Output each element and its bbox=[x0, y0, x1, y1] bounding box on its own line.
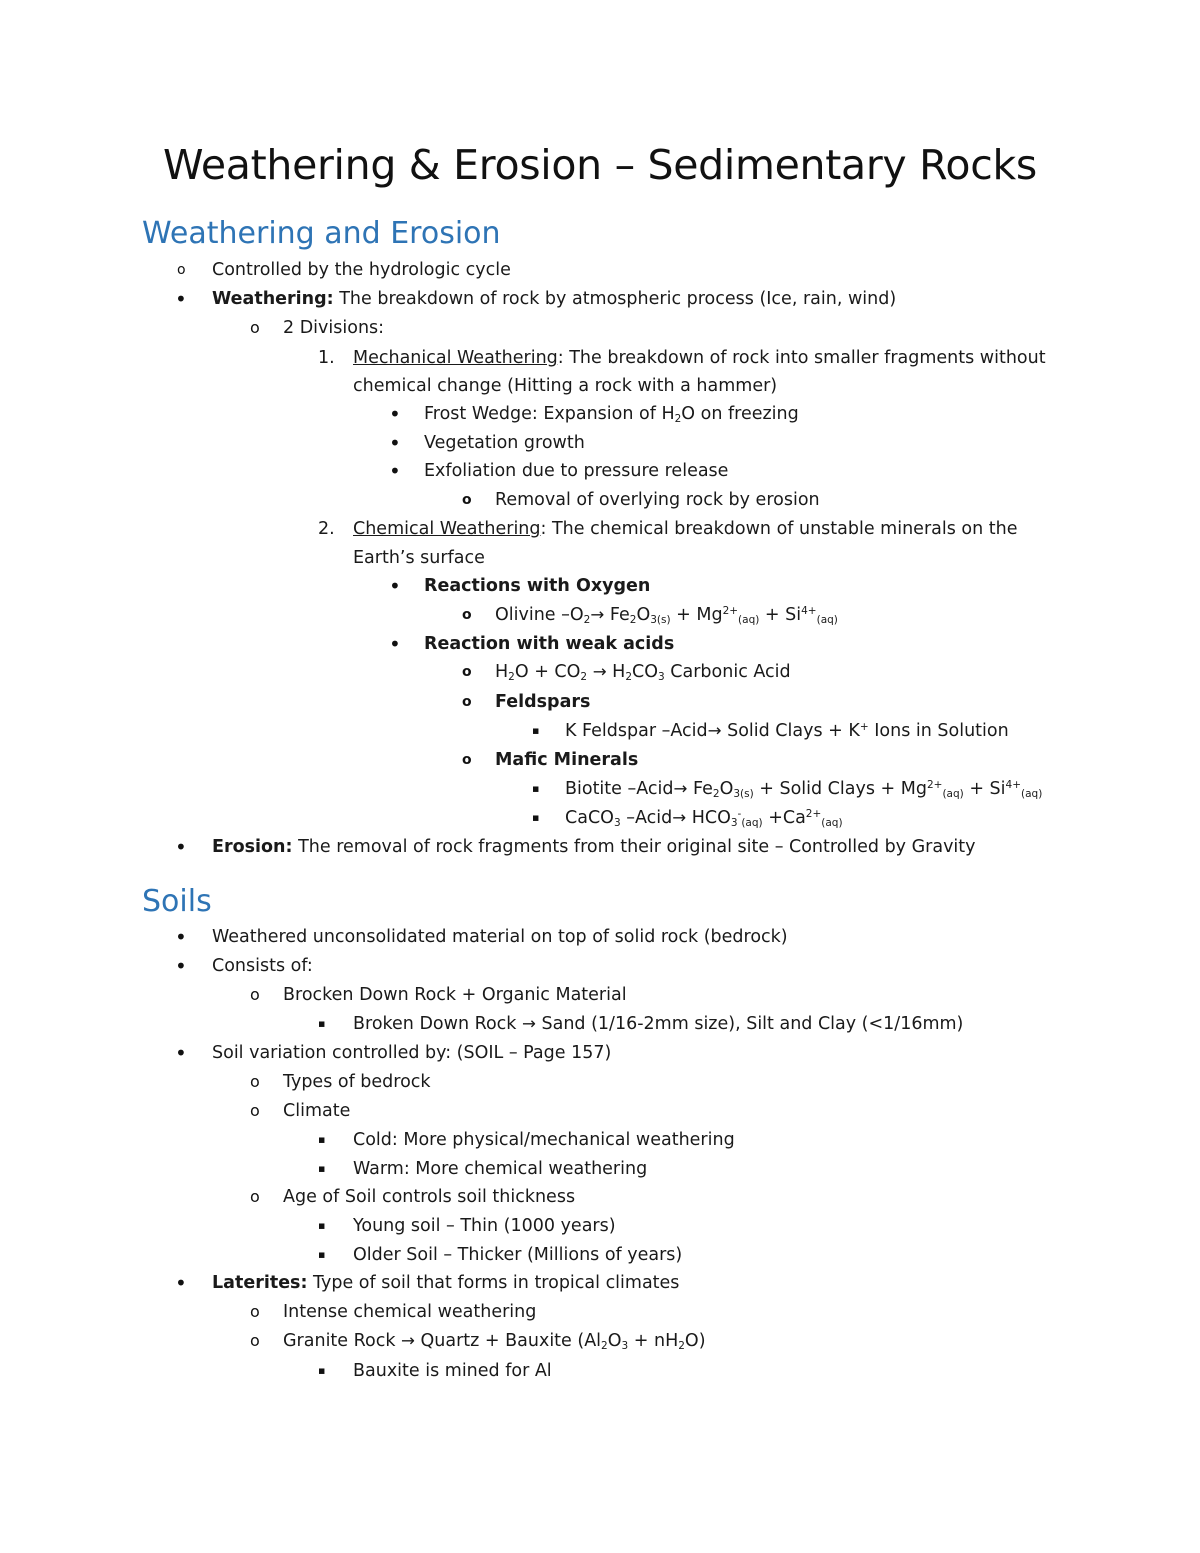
circle-marker-icon: o bbox=[462, 664, 472, 680]
bullet-marker-icon: • bbox=[175, 1271, 187, 1295]
list-item-text: Bauxite is mined for Al bbox=[353, 1361, 552, 1381]
circle-marker-icon: o bbox=[250, 1187, 260, 1206]
equation-text: Olivine $-O_2\to Fe_2O_{3(s)} + Mg^{2+}_{(aq)} + Si^{4+}_{(aq)}$ bbox=[495, 605, 838, 627]
list-item-text: Broken Down Rock → Sand (1/16-2mm size), Silt and Clay (<1/16mm) bbox=[353, 1014, 964, 1034]
arrow-icon: → bbox=[707, 721, 722, 740]
bullet-marker-icon: • bbox=[175, 835, 187, 859]
bullet-marker-icon: • bbox=[389, 632, 401, 656]
arrow-icon: → bbox=[672, 808, 687, 827]
list-item-text: Granite Rock → Quartz + Bauxite $(Al_2O_3 + nH_2O)$ bbox=[283, 1331, 706, 1353]
square-marker-icon: ▪ bbox=[318, 1017, 326, 1030]
list-item-text: Soil variation controlled by: (SOIL – Page 157) bbox=[212, 1043, 612, 1063]
list-item-text: Feldspars bbox=[495, 692, 591, 712]
list-item-text: Reaction with weak acids bbox=[424, 634, 675, 654]
list-item-text: Controlled by the hydrologic cycle bbox=[212, 260, 511, 280]
circle-marker-icon: o bbox=[250, 1072, 260, 1091]
circle-marker-icon: o bbox=[250, 1302, 260, 1321]
arrow-icon: → bbox=[592, 662, 607, 681]
list-item-text: Frost Wedge: Expansion of $H_2O$ on freezing bbox=[424, 404, 799, 426]
list-number: 2. bbox=[318, 519, 335, 539]
list-item-text: Exfoliation due to pressure release bbox=[424, 461, 729, 481]
equation-text: Biotite –Acid→ $Fe_2O_{3(s)}$ + Solid Clays + $Mg^{2+}_{(aq)} + Si^{4+}_{(aq)}$ bbox=[565, 779, 1043, 801]
list-item-text: Warm: More chemical weathering bbox=[353, 1159, 648, 1179]
list-item-text: Weathering: The breakdown of rock by atmospheric process (Ice, rain, wind) bbox=[212, 289, 897, 309]
circle-marker-icon: o bbox=[250, 1331, 260, 1350]
list-item-text: Earth’s surface bbox=[353, 548, 485, 568]
equation-text: $H_2O + CO_2 \to H_2CO_3$ Carbonic Acid bbox=[495, 662, 791, 684]
square-marker-icon: ▪ bbox=[318, 1248, 326, 1261]
page-title: Weathering & Erosion – Sedimentary Rocks bbox=[163, 141, 1037, 189]
circle-marker-icon: o bbox=[250, 1101, 260, 1120]
arrow-icon: → bbox=[590, 605, 605, 624]
square-marker-icon: ▪ bbox=[318, 1133, 326, 1146]
bullet-marker-icon: • bbox=[175, 1041, 187, 1065]
list-item-text: Brocken Down Rock + Organic Material bbox=[283, 985, 627, 1005]
list-item-text: chemical change (Hitting a rock with a hammer) bbox=[353, 376, 778, 396]
list-item-text: Cold: More physical/mechanical weathering bbox=[353, 1130, 735, 1150]
list-item-text: Weathered unconsolidated material on top of solid rock (bedrock) bbox=[212, 927, 788, 947]
list-item-text: Laterites: Type of soil that forms in tropical climates bbox=[212, 1273, 680, 1293]
equation-text: CaCO$_3$ –Acid→ $HCO_3^-_{(aq)} +Ca^{2+}_{(aq)}$ bbox=[565, 808, 843, 830]
list-item-text: Young soil – Thin (1000 years) bbox=[353, 1216, 616, 1236]
bullet-marker-icon: • bbox=[175, 954, 187, 978]
list-item-text: Consists of: bbox=[212, 956, 313, 976]
circle-marker-icon: o bbox=[177, 262, 186, 278]
square-marker-icon: ▪ bbox=[318, 1162, 326, 1175]
list-item-text: 2 Divisions: bbox=[283, 318, 385, 338]
bullet-marker-icon: • bbox=[175, 925, 187, 949]
list-item-text: Age of Soil controls soil thickness bbox=[283, 1187, 576, 1207]
square-marker-icon: ▪ bbox=[532, 811, 540, 824]
circle-marker-icon: o bbox=[462, 492, 472, 508]
bullet-marker-icon: • bbox=[389, 459, 401, 483]
square-marker-icon: ▪ bbox=[318, 1219, 326, 1232]
section-heading-soils: Soils bbox=[142, 884, 212, 919]
list-item-text: Older Soil – Thicker (Millions of years) bbox=[353, 1245, 683, 1265]
equation-text: K Feldspar –Acid→ Solid Clays + K+ Ions in Solution bbox=[565, 721, 1009, 741]
circle-marker-icon: o bbox=[250, 985, 260, 1004]
circle-marker-icon: o bbox=[462, 752, 472, 768]
list-item-text: Types of bedrock bbox=[283, 1072, 431, 1092]
list-item-text: Vegetation growth bbox=[424, 433, 585, 453]
section-heading-weathering: Weathering and Erosion bbox=[142, 216, 501, 251]
square-marker-icon: ▪ bbox=[532, 782, 540, 795]
square-marker-icon: ▪ bbox=[532, 724, 540, 737]
list-item-text: Mafic Minerals bbox=[495, 750, 639, 770]
circle-marker-icon: o bbox=[462, 607, 472, 623]
arrow-icon: → bbox=[522, 1014, 536, 1033]
list-item-text: Erosion: The removal of rock fragments from their original site – Controlled by Gravity bbox=[212, 837, 976, 857]
square-marker-icon: ▪ bbox=[318, 1364, 326, 1377]
arrow-icon: → bbox=[673, 779, 688, 798]
list-item-text: Climate bbox=[283, 1101, 351, 1121]
list-item-text: Intense chemical weathering bbox=[283, 1302, 537, 1322]
list-number: 1. bbox=[318, 348, 335, 368]
bullet-marker-icon: • bbox=[389, 431, 401, 455]
list-item-text: Chemical Weathering: The chemical breakdown of unstable minerals on the bbox=[353, 519, 1018, 539]
list-item-text: Mechanical Weathering: The breakdown of rock into smaller fragments without bbox=[353, 348, 1046, 368]
list-item-text: Reactions with Oxygen bbox=[424, 576, 651, 596]
circle-marker-icon: o bbox=[250, 318, 260, 337]
bullet-marker-icon: • bbox=[389, 402, 401, 426]
bullet-marker-icon: • bbox=[389, 574, 401, 598]
bullet-marker-icon: • bbox=[175, 287, 187, 311]
list-item-text: Removal of overlying rock by erosion bbox=[495, 490, 820, 510]
circle-marker-icon: o bbox=[462, 694, 472, 710]
arrow-icon: → bbox=[401, 1331, 415, 1350]
